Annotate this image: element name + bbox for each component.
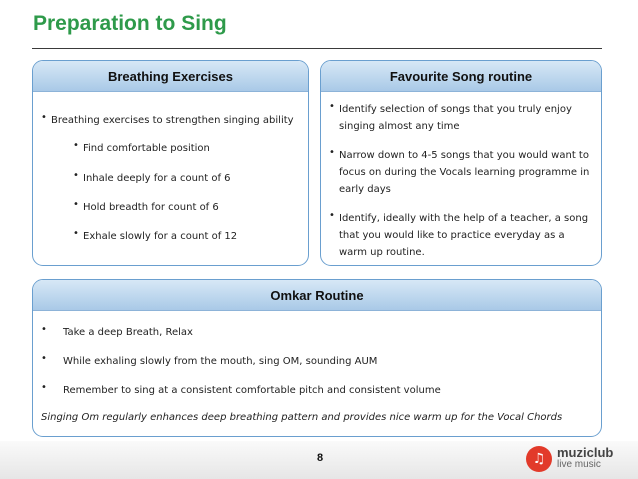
page-title: Preparation to Sing xyxy=(33,12,227,35)
bullet-icon: • xyxy=(41,382,47,393)
favourite-song-heading: Favourite Song routine xyxy=(321,61,601,92)
omkar-item-text: Remember to sing at a consistent comfortable pitch and consistent volume xyxy=(63,385,441,396)
bullet-icon: • xyxy=(73,199,79,210)
breathing-intro-item xyxy=(41,112,294,129)
bullet-icon: • xyxy=(329,147,335,158)
bullet-icon: • xyxy=(41,324,47,335)
bullet-icon: • xyxy=(73,140,79,151)
bullet-icon: • xyxy=(329,210,335,221)
breathing-step-item xyxy=(73,170,231,187)
music-note-icon: ♫ xyxy=(526,446,552,472)
breathing-step-item xyxy=(73,228,237,245)
omkar-note: Singing Om regularly enhances deep breathing pattern and provides nice warm up for the Vocal Chords xyxy=(41,412,563,423)
omkar-item xyxy=(41,324,193,341)
breathing-step-text: Inhale deeply for a count of 6 xyxy=(83,173,231,184)
breathing-exercises-panel xyxy=(32,60,309,266)
omkar-item xyxy=(41,353,377,370)
breathing-step-text: Find comfortable position xyxy=(83,143,210,154)
bullet-icon: • xyxy=(41,112,47,123)
favourite-item xyxy=(329,101,595,135)
bullet-icon: • xyxy=(73,228,79,239)
breathing-step-item xyxy=(73,140,210,157)
omkar-item-text: Take a deep Breath, Relax xyxy=(63,327,193,338)
favourite-item xyxy=(329,210,595,261)
breathing-step-item xyxy=(73,199,219,216)
title-divider xyxy=(32,48,602,49)
logo-name: muziclub xyxy=(557,445,614,460)
omkar-routine-panel xyxy=(32,279,602,437)
bullet-icon: • xyxy=(41,353,47,364)
muziclub-logo xyxy=(526,446,613,472)
bullet-icon: • xyxy=(73,170,79,181)
bullet-icon: • xyxy=(329,101,335,112)
favourite-item xyxy=(329,147,595,198)
omkar-routine-heading: Omkar Routine xyxy=(33,280,601,311)
breathing-intro-text: Breathing exercises to strengthen singing ability xyxy=(51,115,294,126)
page-number: 8 xyxy=(316,452,324,464)
favourite-song-panel xyxy=(320,60,602,266)
breathing-step-text: Hold breadth for count of 6 xyxy=(83,202,219,213)
favourite-item-text: Identify, ideally with the help of a teacher, a song that you would like to practice everyday as a warm up routine. xyxy=(339,213,589,258)
omkar-item-text: While exhaling slowly from the mouth, sing OM, sounding AUM xyxy=(63,356,378,367)
omkar-item xyxy=(41,382,441,399)
logo-tagline: live music xyxy=(557,459,601,470)
logo-text xyxy=(557,447,613,471)
favourite-item-text: Narrow down to 4-5 songs that you would want to focus on during the Vocals learning programme in early days xyxy=(339,150,590,195)
breathing-exercises-heading: Breathing Exercises xyxy=(33,61,308,92)
favourite-item-text: Identify selection of songs that you truly enjoy singing almost any time xyxy=(339,104,572,132)
breathing-step-text: Exhale slowly for a count of 12 xyxy=(83,231,238,242)
